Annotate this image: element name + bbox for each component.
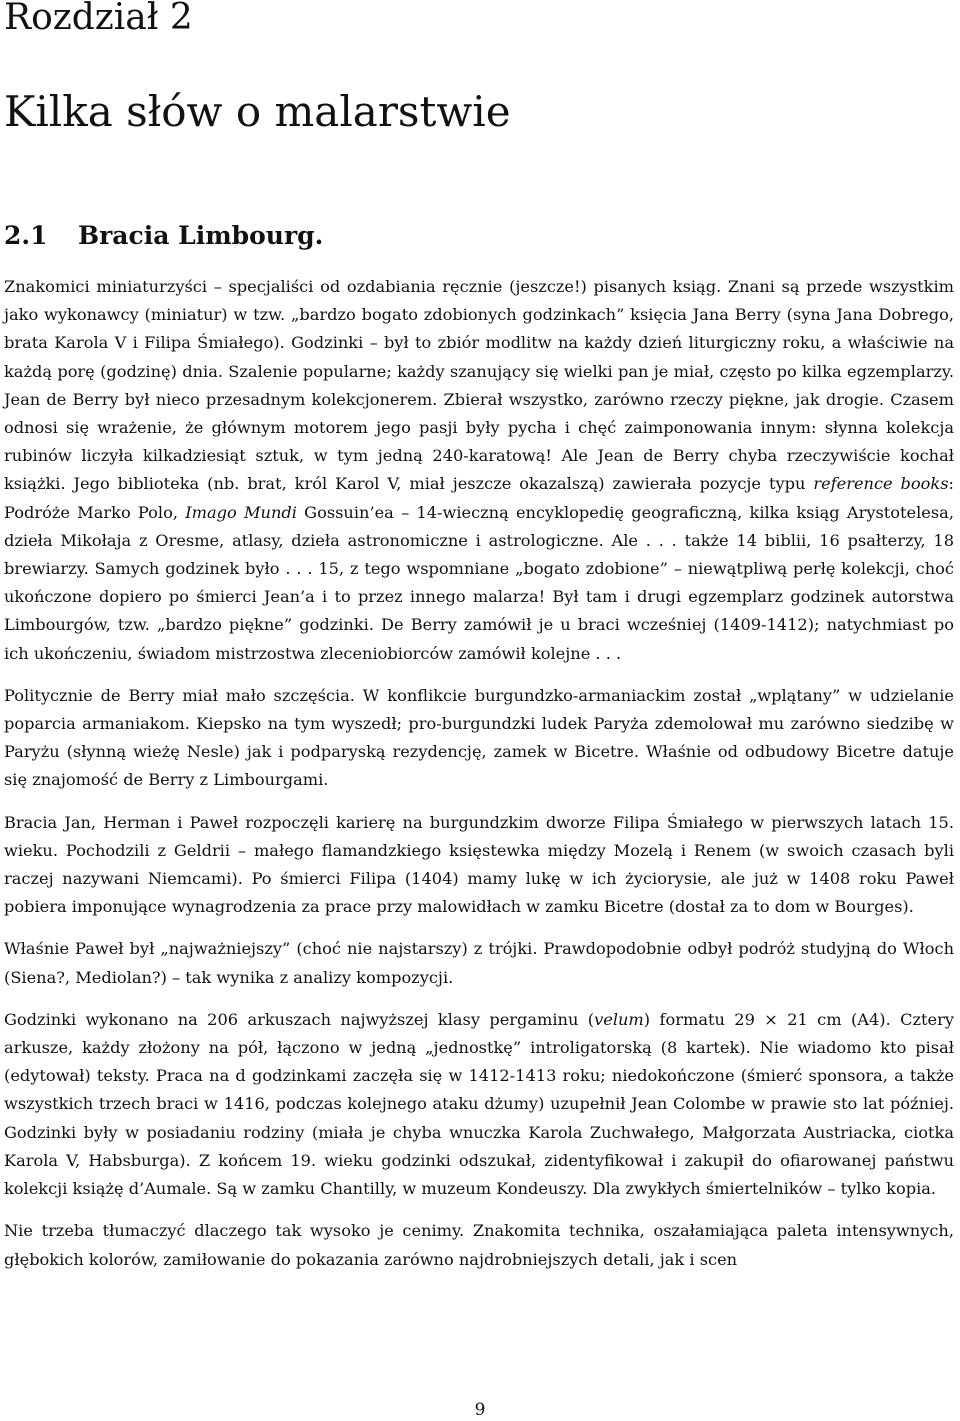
section-number: 2.1 bbox=[4, 221, 48, 250]
section-title: Bracia Limbourg. bbox=[78, 221, 324, 250]
text-run: Politycznie de Berry miał mało szczęścia. W konflikcie burgundzko-armaniackim został „wplątany” w udzielanie poparcia armaniakom. Kiepsko na tym wyszedł; pro-burgundzki ludek Paryża zdemolował mu zarówno siedzibę w Paryżu (słynną wieżę Nesle) jak i podparyską rezydencję, zamek w Bicetre. Właśnie od odbudowy Bicetre datuje się znajomość de Berry z Limbourgami. bbox=[4, 685, 954, 790]
text-run: Znakomici miniaturzyści – specjaliści od ozdabiania ręcznie (jeszcze!) pisanych ksiąg. Znani są przede wszystkim jako wykonawcy (miniatur) w tzw. „bardzo bogato zdobionych godzinkach” księcia Jana Berry (syna Jana Dobrego, brata Karola V i Filipa Śmiałego). Godzinki – był to zbiór modlitw na każdy dzień liturgiczny roku, a właściwie na każdą porę (godzinę) dnia. Szalenie popularne; każdy szanujący się wielki pan je miał, często po kilka egzemplarzy. Jean de Berry był nieco przesadnym kolekcjonerem. Zbierał wszystko, zarówno rzeczy piękne, jak drogie. Czasem odnosi się wrażenie, że głównym motorem jego pasji były pycha i chęć zaimponowania innym: słynna kolekcja rubinów liczyła kilkadziesiąt sztuk, w tym jedną 240-karatową! Ale Jean de Berry chyba rzeczywiście kochał książki. Jego biblioteka (nb. brat, król Karol V, miał jeszcze okazalszą) zawierała pozycje typu bbox=[4, 277, 954, 494]
chapter-label: Rozdział 2 bbox=[4, 0, 193, 38]
italic-text-run: reference books bbox=[813, 474, 949, 494]
text-run: Gossuin’ea – 14-wieczną encyklopedię geograficzną, kilka ksiąg Arystotelesa, dzieła Mikołaja z Oresme, atlasy, dzieła astronomiczne i astrologiczne. Ale . . . także 14 biblii, 16 psałterzy, 18 brewiarzy. Samych godzinek było . . . 15, z tego wspomniane „bogato zdobione” – niewątpliwą perłę kolekcji, choć ukończone dopiero po śmierci Jean’a i to przez innego malarza! Był tam i drugi egzemplarz godzinek autorstwa Limbourgów, tzw. „bardzo piękne” godzinki. De Berry zamówił je u braci wcześniej (1409-1412); natychmiast po ich ukończeniu, świadom mistrzostwa zleceniobiorców zamówił kolejne . . . bbox=[4, 502, 954, 663]
paragraph bbox=[4, 1006, 954, 1203]
paragraph bbox=[4, 682, 954, 795]
text-run: : Podróże Marko Polo, bbox=[4, 474, 954, 522]
paragraph bbox=[4, 273, 954, 668]
italic-text-run: velum bbox=[594, 1009, 644, 1029]
paragraph bbox=[4, 809, 954, 922]
paragraph bbox=[4, 1217, 954, 1273]
italic-text-run: Imago Mundi bbox=[185, 502, 297, 522]
text-run: Właśnie Paweł był „najważniejszy” (choć nie najstarszy) z trójki. Prawdopodobnie odbył podróż studyjną do Włoch (Siena?, Mediolan?) – tak wynika z analizy kompozycji. bbox=[4, 939, 954, 987]
chapter-title: Kilka słów o malarstwie bbox=[4, 87, 511, 136]
text-run: ) formatu 29 × 21 cm (A4). Cztery arkusze, każdy złożony na pół, łączono w jedną „jednostkę” introligatorską (8 kartek). Nie wiadomo kto pisał (edytował) teksty. Praca na d godzinkami zaczęła się w 1412-1413 roku; niedokończone (śmierć sponsora, a także wszystkich trzech braci w 1416, podczas kolejnego ataku dżumy) uzupełnił Jean Colombe w prawie sto lat później. Godzinki były w posiadaniu rodziny (miała je chyba wnuczka Karola Zuchwałego, Małgorzata Austriacka, ciotka Karola V, Habsburga). Z końcem 19. wieku godzinki odszukał, zidentyfikował i zakupił do ofiarowanej państwu kolekcji książę d’Aumale. Są w zamku Chantilly, w muzeum Kondeuszy. Dla zwykłych śmiertelników – tylko kopia. bbox=[4, 1009, 954, 1199]
text-run: Godzinki wykonano na 206 arkuszach najwyższej klasy pergaminu ( bbox=[4, 1009, 595, 1029]
body-text bbox=[4, 273, 954, 1274]
text-run: Nie trzeba tłumaczyć dlaczego tak wysoko je cenimy. Znakomita technika, oszałamiająca paleta intensywnych, głębokich kolorów, zamiłowanie do pokazania zarówno najdrobniejszych detali, jak i scen bbox=[4, 1221, 954, 1269]
page-number: 9 bbox=[474, 1400, 486, 1420]
paragraph bbox=[4, 935, 954, 991]
section-heading bbox=[4, 219, 323, 253]
text-run: Bracia Jan, Herman i Paweł rozpoczęli karierę na burgundzkim dworze Filipa Śmiałego w pierwszych latach 15. wieku. Pochodzili z Geldrii – małego flamandzkiego księstewka między Mozelą i Renem (w swoich czasach byli raczej nazywani Niemcami). Po śmierci Filipa (1404) mamy lukę w ich życiorysie, ale już w 1408 roku Paweł pobiera imponujące wynagrodzenia za prace przy malowidłach w zamku Bicetre (dostał za to dom w Bourges). bbox=[4, 812, 954, 917]
